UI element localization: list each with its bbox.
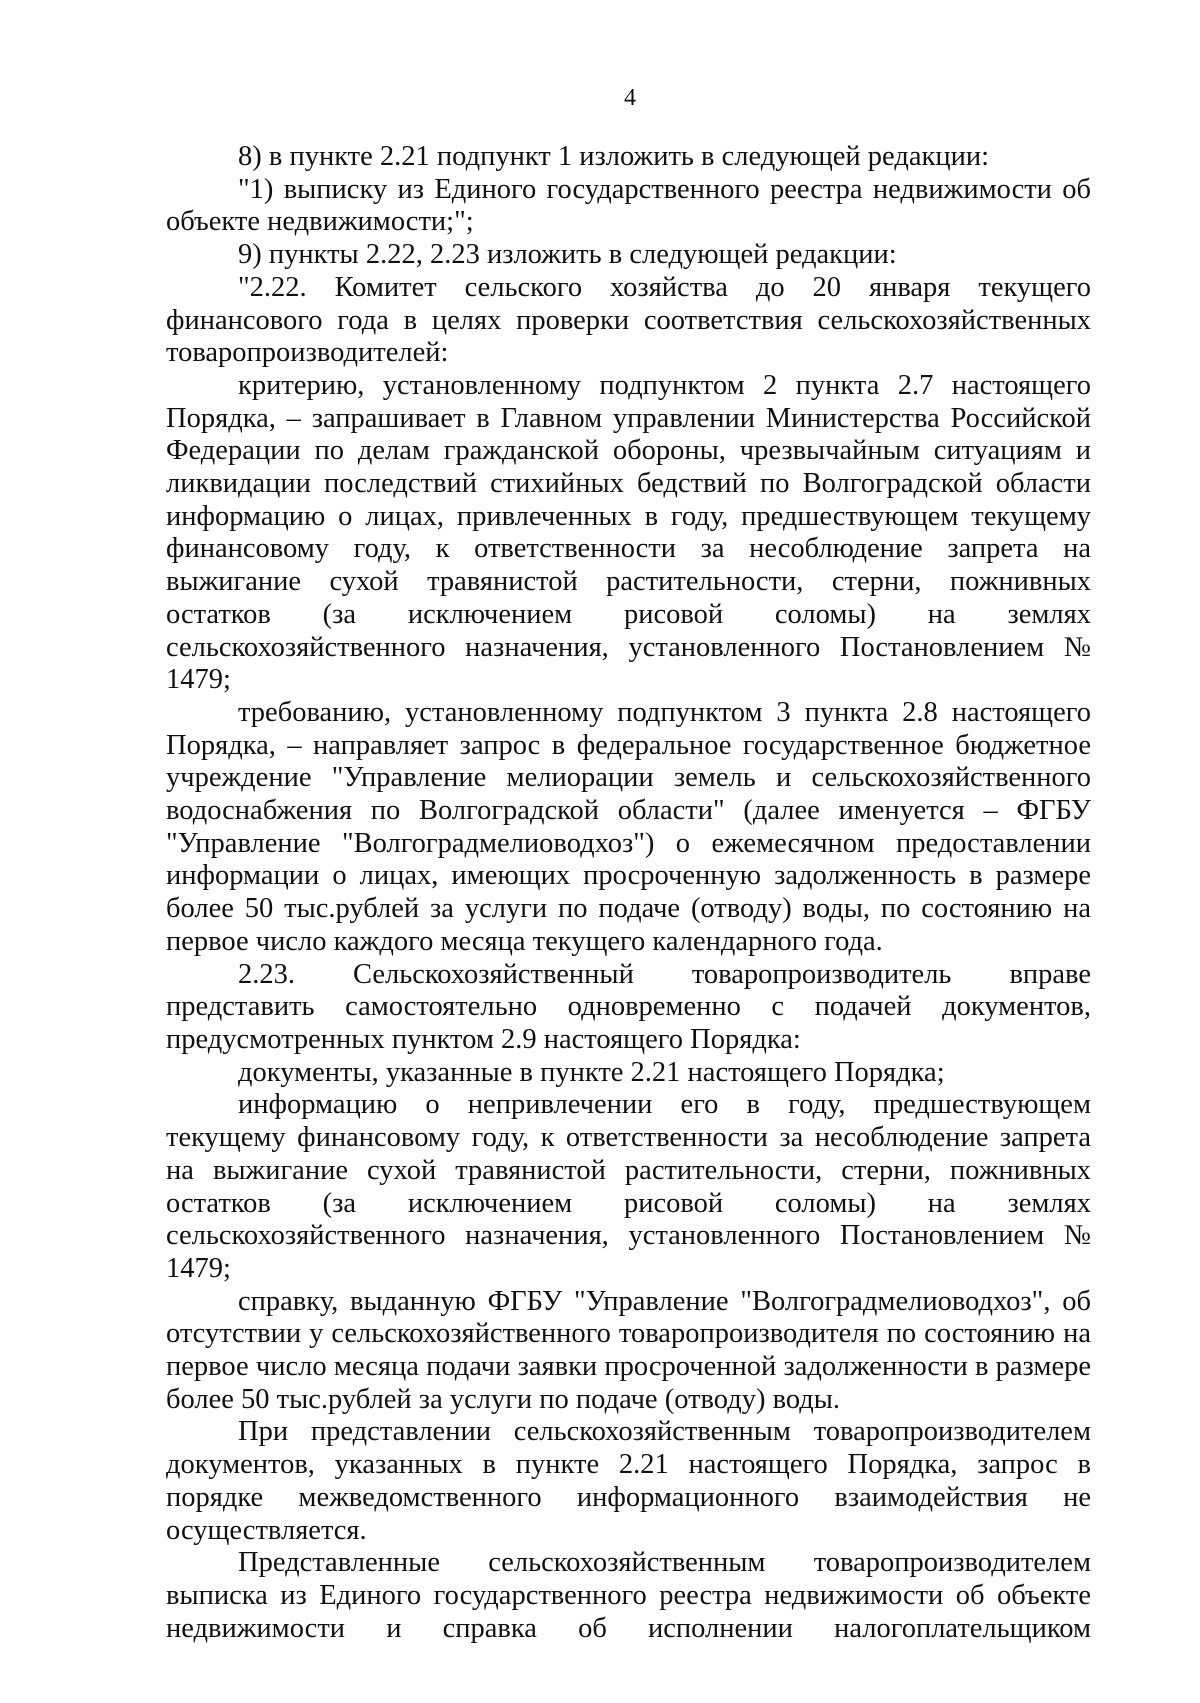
paragraph-information: информацию о непривлечении его в году, предшествующем текущему финансовому году, к ответственности за несоблюдение запрета на выжигание сухой травянистой растительности, стерни, пожнивных остатков (за исключением рисовой соломы) на землях сельскохозяйственного назначения, установленного Постановлением № 1479; (166, 1089, 1091, 1284)
paragraph-amendment-8: 8) в пункте 2.21 подпункт 1 изложить в следующей редакции: (238, 141, 989, 172)
paragraph-clause-2-23: 2.23. Сельскохозяйственный товаропроизводитель вправе представить самостоятельно одновременно с подачей документов, предусмотренных пунктом 2.9 настоящего Порядка: (166, 958, 1091, 1055)
paragraph-no-request: При представлении сельскохозяйственным товаропроизводителем документов, указанных в пункте 2.21 настоящего Порядка, запрос в порядке межведомственного информационного взаимодействия не осуществляется. (166, 1416, 1091, 1546)
paragraph-requirement: требованию, установленному подпунктом 3 пункта 2.8 настоящего Порядка, – направляет запрос в федеральное государственное бюджетное учреждение "Управление мелиорации земель и сельскохозяйственного водоснабжения по Волгоградской области" (далее именуется – ФГБУ "Управление "Волгоградмелиоводхоз") о ежемесячном предоставлении информации о лицах, имеющих просроченную задолженность в размере более 50 тыс.рублей за услуги по подаче (отводу) воды, по состоянию на первое число каждого месяца текущего календарного года. (166, 696, 1091, 957)
paragraph-documents: документы, указанные в пункте 2.21 настоящего Порядка; (238, 1056, 945, 1088)
document-body (166, 141, 1091, 1645)
paragraph-submitted-extract: Представленные сельскохозяйственным товаропроизводителем выписка из Единого государственного реестра недвижимости об объекте недвижимости и справка об исполнении налогоплательщиком (166, 1547, 1091, 1644)
paragraph-clause-2-22: "2.22. Комитет сельского хозяйства до 20 января текущего финансового года в целях проверки соответствия сельскохозяйственных товаропроизводителей: (166, 271, 1091, 369)
paragraph-amendment-9: 9) пункты 2.22, 2.23 изложить в следующей редакции: (238, 239, 897, 271)
paragraph-extract-text: "1) выписку из Единого государственного реестра недвижимости об объекте недвижимости;"; (166, 173, 1091, 238)
paragraph-criterion: критерию, установленному подпунктом 2 пункта 2.7 настоящего Порядка, – запрашивает в Главном управлении Министерства Российской Федерации по делам гражданской обороны, чрезвычайным ситуациям и ликвидации последствий стихийных бедствий по Волгоградской области информацию о лицах, привлеченных в году, предшествующем текущему финансовому году, к ответственности за несоблюдение запрета на выжигание сухой травянистой растительности, стерни, пожнивных остатков (за исключением рисовой соломы) на землях сельскохозяйственного назначения, установленного Постановлением № 1479; (166, 369, 1091, 696)
paragraph-certificate: справку, выданную ФГБУ "Управление "Волгоградмелиоводхоз", об отсутствии у сельскохозяйственного товаропроизводителя по состоянию на первое число месяца подачи заявки просроченной задолженности в размере более 50 тыс.рублей за услуги по подаче (отводу) воды. (166, 1285, 1091, 1415)
page-number: 4 (624, 85, 636, 111)
